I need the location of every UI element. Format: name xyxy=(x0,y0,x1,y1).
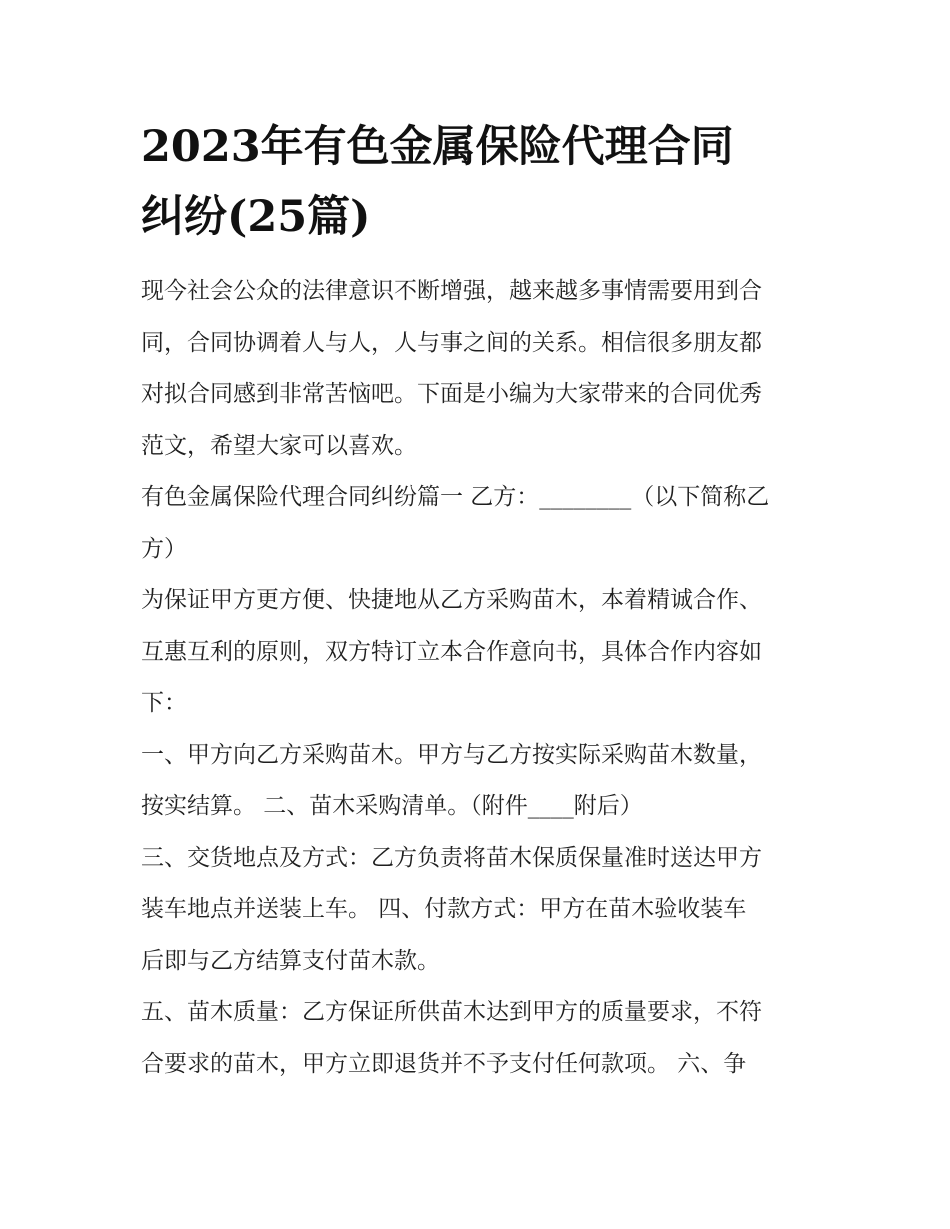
paragraph-party-b xyxy=(141,472,813,575)
paragraph-intro xyxy=(141,266,813,472)
paragraph-clause-3-4 xyxy=(141,833,813,988)
document-body xyxy=(141,266,813,1090)
title-line: 2023年有色金属保险代理合同 xyxy=(141,122,734,172)
text-line: 一、甲方向乙方采购苗木。甲方与乙方按实际采购苗木数量， xyxy=(141,741,762,768)
text-line: 同，合同协调着人与人，人与事之间的关系。相信很多朋友都 xyxy=(141,329,762,356)
text-line: 为保证甲方更方便、快捷地从乙方采购苗木，本着精诚合作、 xyxy=(141,587,762,613)
text-line: 三、交货地点及方式：乙方负责将苗木保质保量准时送达甲方 xyxy=(141,844,762,871)
text-line: 对拟合同感到非常苦恼吧。下面是小编为大家带来的合同优秀 xyxy=(141,381,762,407)
text-line: 按实结算。 二、苗木采购清单。（附件____附后） xyxy=(141,793,643,819)
text-line: 五、苗木质量：乙方保证所供苗木达到甲方的质量要求，不符 xyxy=(141,999,762,1025)
document-title xyxy=(141,112,813,252)
paragraph-purpose xyxy=(141,575,813,730)
text-line: 范文，希望大家可以喜欢。 xyxy=(141,432,417,459)
paragraph-clause-5-6 xyxy=(141,987,813,1090)
text-line: 现今社会公众的法律意识不断增强，越来越多事情需要用到合 xyxy=(141,278,762,304)
text-line: 装车地点并送装上车。 四、付款方式：甲方在苗木验收装车 xyxy=(141,896,747,922)
paragraph-clause-1-2 xyxy=(141,730,813,833)
text-line: 互惠互利的原则，双方特订立本合作意向书，具体合作内容如 xyxy=(141,638,762,665)
text-line: 合要求的苗木，甲方立即退货并不予支付任何款项。 六、争 xyxy=(141,1050,747,1077)
text-line: 有色金属保险代理合同纠纷篇一 乙方：________（以下简称乙 xyxy=(141,484,770,510)
title-line: 纠纷(25篇) xyxy=(141,192,371,242)
text-line: 后即与乙方结算支付苗木款。 xyxy=(141,947,440,974)
text-line: 方） xyxy=(141,535,187,562)
document-page xyxy=(141,112,813,1090)
text-line: 下： xyxy=(141,690,187,716)
